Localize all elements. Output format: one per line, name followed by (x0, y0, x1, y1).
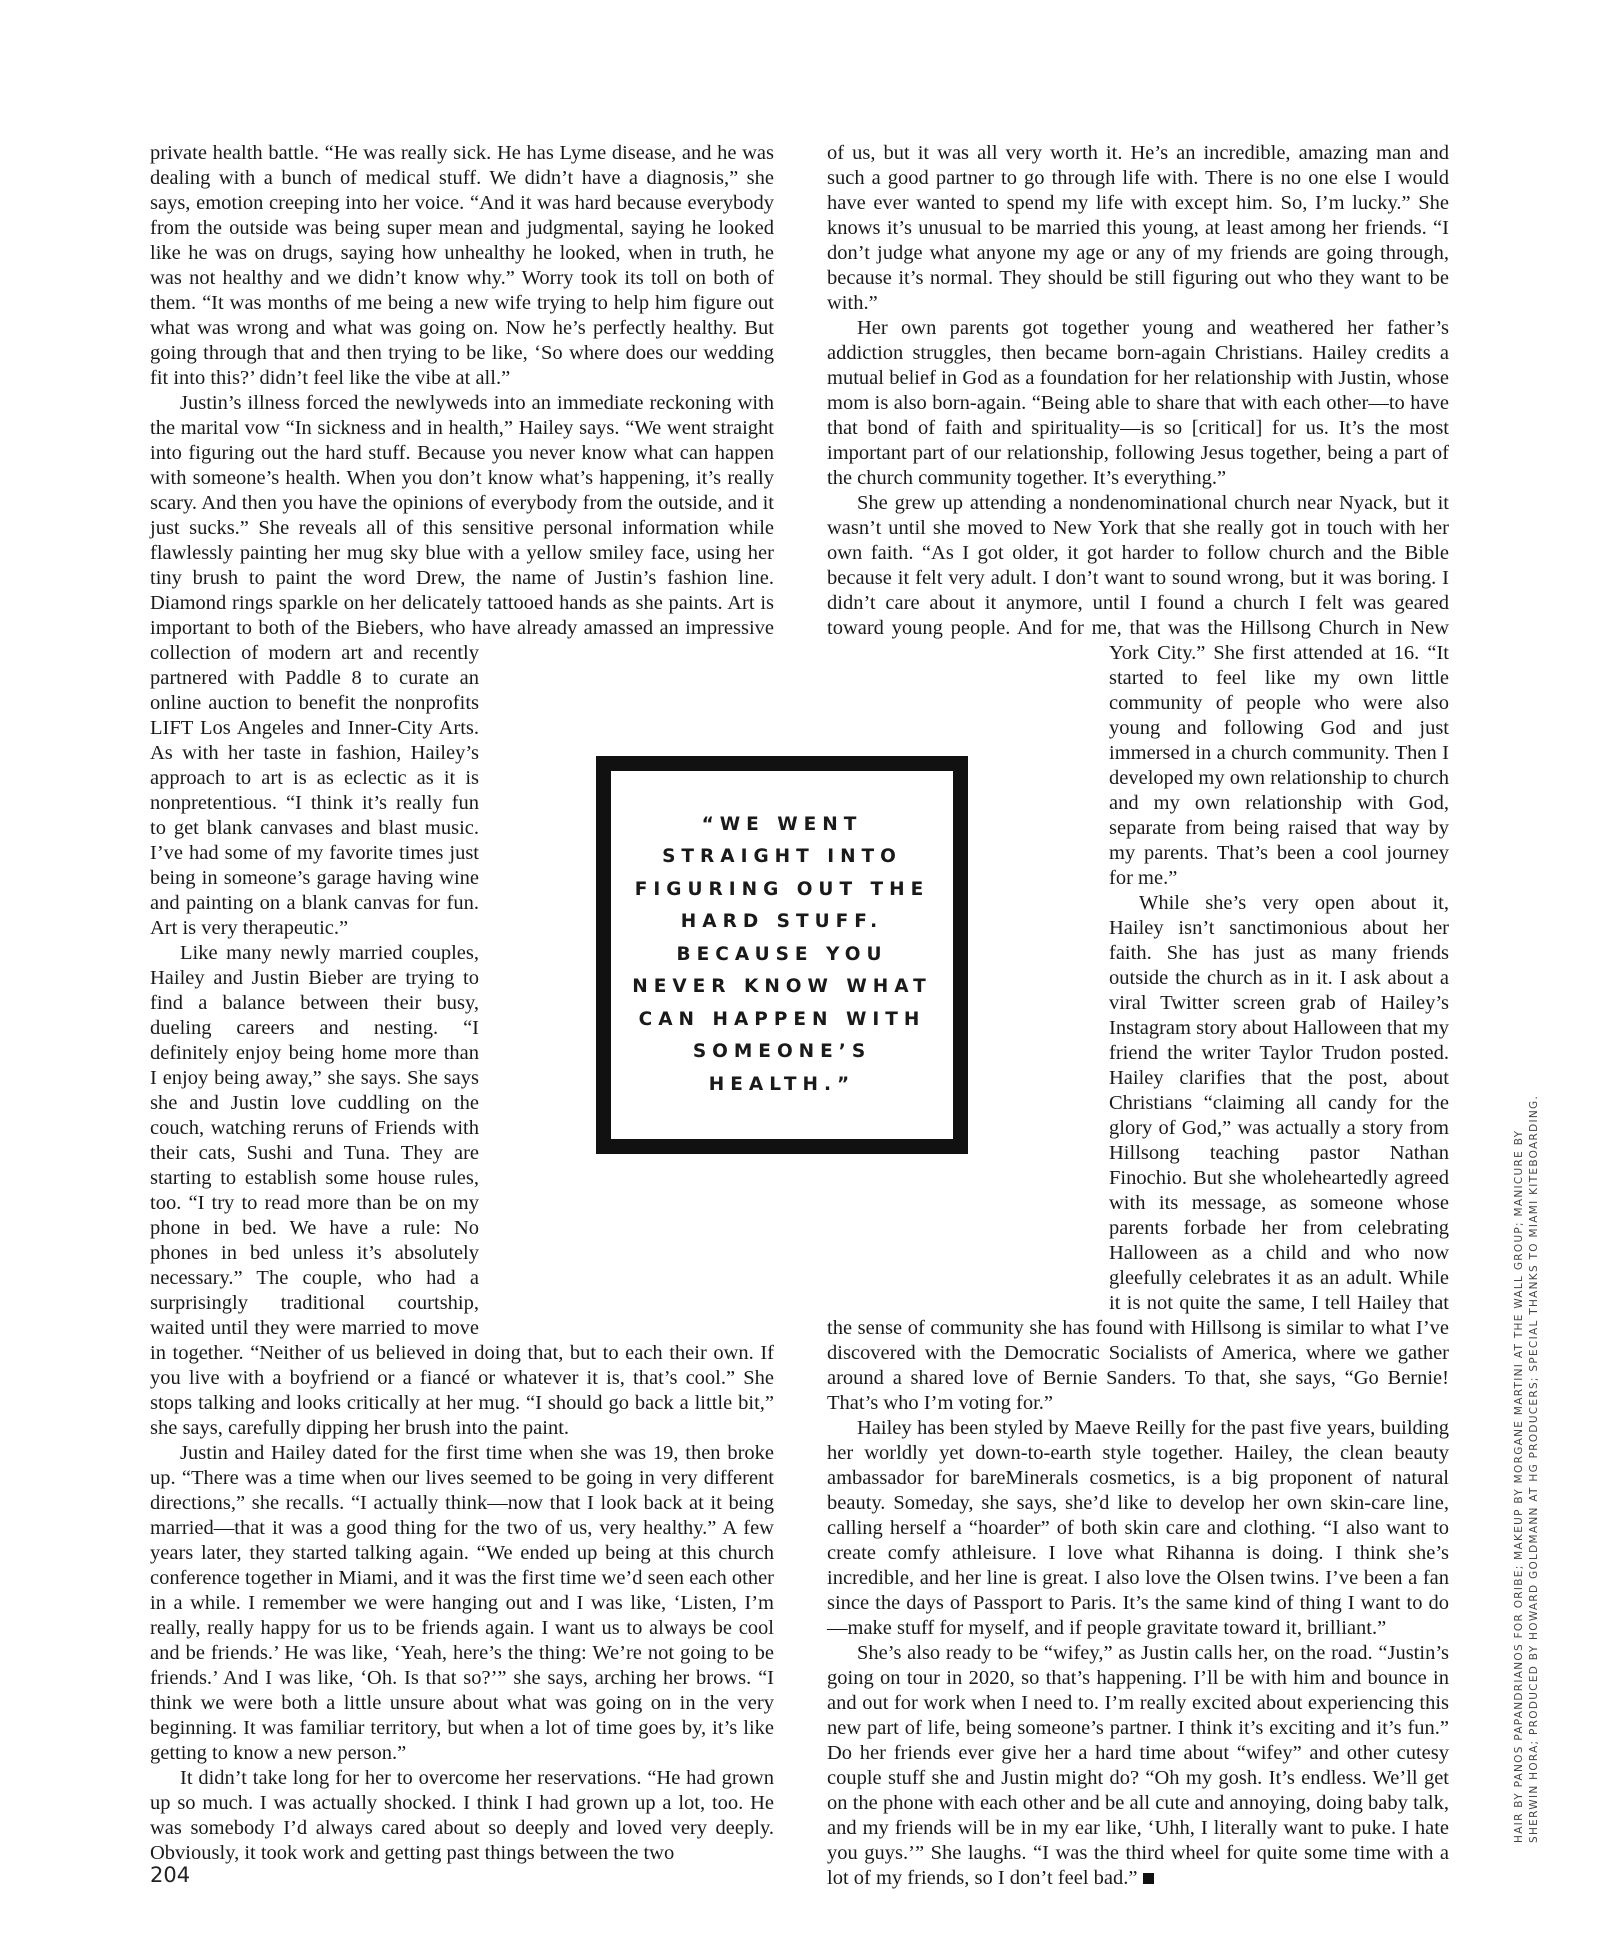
paragraph: Her own parents got together young and weathered her father’s addiction struggles, then became born-again Christians. Hailey credits a mutual belief in God as a foundation for her relationship with Justin, whose mom is also born-again. “Being able to share that with each other—to have that bond of faith and spirituality—is so [critical] for us. It’s the most important part of our relationship, following Jesus together, being a part of the church community together. It’s everything.” (827, 317, 1449, 489)
credits-line: HAIR BY PANOS PAPANDRIANOS FOR ORIBE; MAKEUP BY MORGANE MARTINI AT THE WALL GROUP; MANICURE BY (1513, 1129, 1525, 1843)
paragraph: Like many newly married couples, Hailey and Justin Bieber are trying to find a balance between their busy, dueling careers and nesting. “I definitely enjoy being home more than I enjoy being away,” she says. She says she and Justin love cuddling on the couch, watching reruns of Friends with their cats, Sushi and Tuna. They are starting to establish some house rules, too. “I try to read more than be on my phone in bed. We have a rule: No phones in bed unless it’s absolutely necessary.” The couple, who had a surprisingly traditional courtship, waited until they were married to move in together. “Neither of us believed in doing that, but to each their own. If you live with a boyfriend or a fiancé or whatever it is, that’s cool.” She stops talking and looks critically at her mug. “I should go back a little bit,” she says, carefully dipping her brush into the paint. (150, 942, 774, 1439)
paragraph: of us, but it was all very worth it. He’s an incredible, amazing man and such a good partner to go through life with. There is no one else I would have ever wanted to spend my life with except him. So, I’m lucky.” She knows it’s unusual to be married this young, at least among her friends. “I don’t judge what anyone my age or any of my friends are going through, because it’s normal. They should be still figuring out who they want to be with.” (827, 142, 1449, 314)
pull-quote-box (596, 756, 968, 1154)
paragraph: private health battle. “He was really sick. He has Lyme disease, and he was dealing with a bunch of medical stuff. We didn’t have a diagnosis,” she says, emotion creeping into her voice. “And it was hard because everybody from the outside was being super mean and judgmental, saying he looked like he was on drugs, saying how unhealthy he looked, when in truth, he was not healthy and we didn’t know why.” Worry took its toll on both of them. “It was months of me being a new wife trying to help him figure out what was wrong and what was going on. Now he’s perfectly healthy. But going through that and then trying to be like, ‘So where does our wedding fit into this?’ didn’t feel like the vibe at all.” (150, 142, 774, 389)
pull-quote: “WE WENT STRAIGHT INTO FIGURING OUT THE HARD STUFF. BECAUSE YOU NEVER KNOW WHAT CAN HAPPEN WITH SOMEONE’S HEALTH.” (632, 813, 932, 1095)
paragraph: Justin and Hailey dated for the first time when she was 19, then broke up. “There was a time when our lives seemed to be going in very different directions,” she recalls. “I actually think—now that I look back at it being married—that it was a good thing for the two of us, very healthy.” A few years later, they started talking again. “We ended up being at this church conference together in Miami, and it was the first time we’d seen each other in a while. I remember we were hanging out and I was like, ‘Listen, I’m really, really happy for us to be friends again. I want us to always be cool and be friends.’ He was like, ‘Yeah, here’s the thing: We’re not going to be friends.’ And I was like, ‘Oh. Is that so?’” she says, arching her brows. “I think we were both a little unsure about what was going on in the very beginning. It was familiar territory, but when a lot of time goes by, it’s like getting to know a new person.” (150, 1442, 774, 1764)
paragraph: While she’s very open about it, Hailey isn’t sanctimonious about her faith. She has just as many friends outside the church as in it. I ask about a viral Twitter screen grab of Hailey’s Instagram story about Halloween that my friend the writer Taylor Trudon posted. Hailey clarifies that the post, about Christians “claiming all candy for the glory of God,” was actually a story from Hillsong teaching pastor Nathan Finochio. But she wholeheartedly agreed with its message, as someone whose parents forbade her from celebrating Halloween as a child and who now gleefully celebrates it as an adult. While it is not quite the same, I tell Hailey that the sense of community she has found with Hillsong is similar to what I’ve discovered with the Democratic Socialists of America, where we gather around a shared love of Bernie Sanders. To that, she says, “Go Bernie! That’s who I’m voting for.” (827, 892, 1449, 1414)
paragraph: It didn’t take long for her to overcome her reservations. “He had grown up so much. I was actually shocked. I think I had grown up a lot, too. He was somebody I’d always cared about so deeply and loved very deeply. Obviously, it took work and getting past things between the two (150, 1767, 774, 1864)
page-number: 204 (150, 1863, 191, 1887)
credits-line: SHERWIN HORA; PRODUCED BY HOWARD GOLDMANN AT HG PRODUCERS; SPECIAL THANKS TO MIAMI KITEBOARDING. (1528, 1094, 1540, 1843)
photo-credits (1512, 1043, 1542, 1843)
paragraph: She grew up attending a nondenominational church near Nyack, but it wasn’t until she moved to New York that she really got in touch with her own faith. “As I got older, it got harder to follow church and the Bible because it felt very adult. I don’t want to sound wrong, but it was boring. I didn’t care about it anymore, until I found a church I felt was geared toward young people. And for me, that was the Hillsong Church in New York City.” She first attended at 16. “It started to feel like my own little community of people who were also young and following God and just immersed in a church community. Then I developed my own relationship to church and my own relationship with God, separate from being raised that way by my parents. That’s been a cool journey for me.” (827, 492, 1449, 889)
end-mark-icon (1143, 1873, 1154, 1884)
paragraph-final-text: She’s also ready to be “wifey,” as Justin calls her, on the road. “Justin’s going on tour in 2020, so that’s happening. I’ll be with him and bounce in and out for work when I need to. I’m really excited about experiencing this new part of life, being someone’s partner. I think it’s exciting and it’s fun.” Do her friends ever give her a hard time about “wifey” and other cutesy couple stuff she and Justin might do? “Oh my gosh. It’s endless. We’ll get on the phone with each other and be all cute and annoying, doing baby talk, and my friends will be in my ear like, ‘Uhh, I literally want to puke. I hate you guys.’” She laughs. “I was the third wheel for quite some time with a lot of my friends, so I don’t feel bad.” (827, 1642, 1449, 1889)
paragraph-final (827, 1641, 1449, 1891)
paragraph: Justin’s illness forced the newlyweds into an immediate reckoning with the marital vow “In sickness and in health,” Hailey says. “We went straight into figuring out the hard stuff. Because you never know what can happen with someone’s health. When you don’t know what’s happening, it’s really scary. And then you have the opinions of everybody from the outside, and it just sucks.” She reveals all of this sensitive personal information while flawlessly painting her mug sky blue with a yellow smiley face, using her tiny brush to paint the word Drew, the name of Justin’s fashion line. Diamond rings sparkle on her delicately tattooed hands as she paints. Art is important to both of the Biebers, who have already amassed an impressive collection of modern art and recently partnered with Paddle 8 to curate an online auction to benefit the nonprofits LIFT Los Angeles and Inner-City Arts. As with her taste in fashion, Hailey’s approach to art is as eclectic as it is nonpretentious. “I think it’s really fun to get blank canvases and blast music. I’ve had some of my favorite times just being in someone’s garage having wine and painting on a blank canvas for fun. Art is very therapeutic.” (150, 392, 774, 939)
paragraph: Hailey has been styled by Maeve Reilly for the past five years, building her worldly yet down-to-earth style together. Hailey, the clean beauty ambassador for bareMinerals cosmetics, is a big proponent of natural beauty. Someday, she says, she’d like to develop her own skin-care line, calling herself a “hoarder” of both skin care and clothing. “I also want to create comfy athleisure. I love what Rihanna is doing. I think she’s incredible, and her line is great. I also love the Olsen twins. I’ve been a fan since the days of Passport to Paris. It’s the same kind of thing I want to do—make stuff for myself, and if people gravitate toward it, brilliant.” (827, 1417, 1449, 1639)
